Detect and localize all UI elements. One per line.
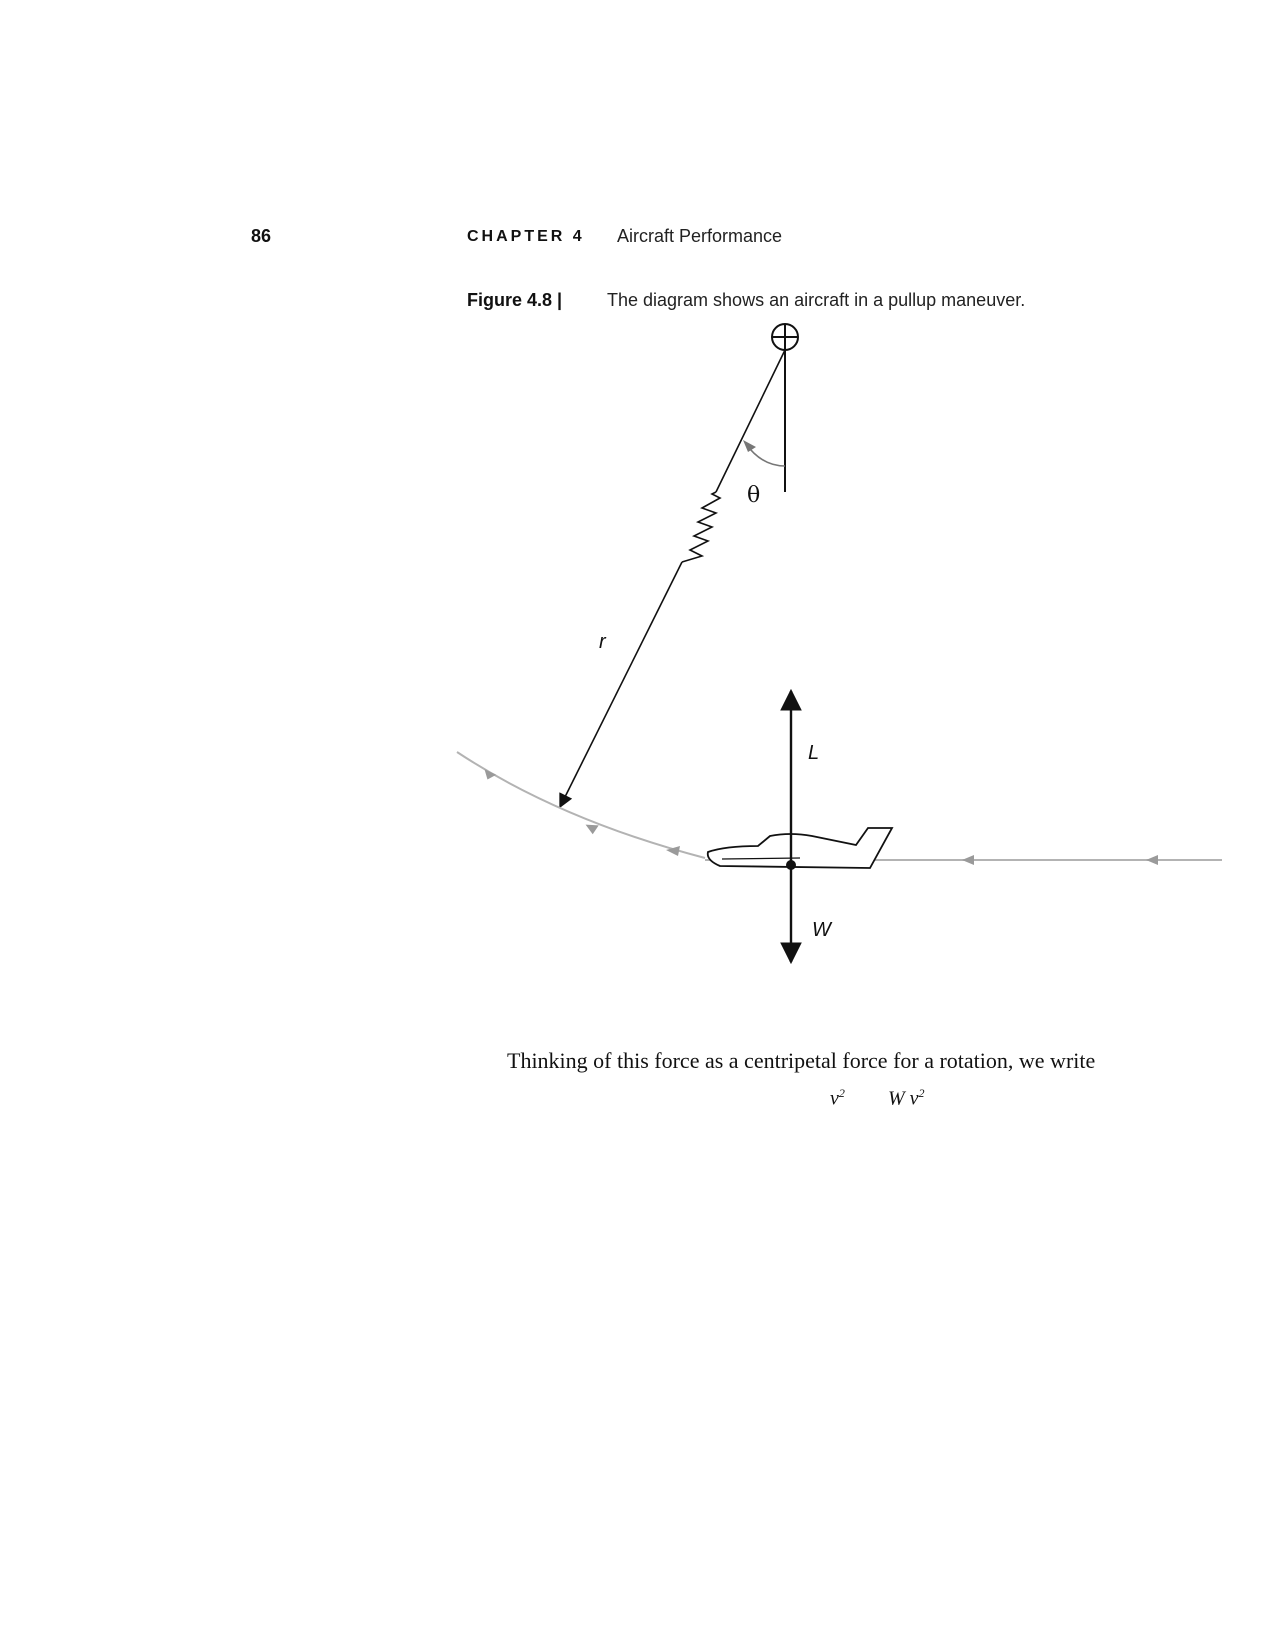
equation-v-squared [830,1086,845,1111]
center-of-curvature-icon [772,324,798,350]
figure-caption: The diagram shows an aircraft in a pullup maneuver. [607,290,1026,310]
theta-label: θ [747,483,761,508]
path-arrow-2 [584,823,599,835]
chapter-label: CHAPTER 4 [467,228,585,245]
equation-superscript: 2 [838,1086,845,1100]
equation-v: v [830,1087,839,1110]
radius-line-upper [716,350,785,492]
aircraft-icon [708,828,892,868]
radius-line-lower [560,562,682,807]
weight-label: W [812,919,831,941]
radius-label: r [599,631,606,653]
equation-w-v-squared [888,1086,925,1111]
spring-zigzag [682,492,720,562]
chapter-title: Aircraft Performance [617,226,783,246]
path-arrow-4 [962,855,974,865]
body-paragraph: Thinking of this force as a centripetal force for a rotation, we write [507,1048,1096,1073]
equation-superscript-2: 2 [918,1086,925,1100]
path-arrow-5 [1146,855,1158,865]
flight-path-curve [457,752,705,858]
lift-label: L [808,742,820,764]
equation-wv: W v [888,1087,919,1110]
figure-label: Figure 4.8 | [467,290,563,310]
theta-arc-arrowhead [743,440,756,452]
center-of-gravity-dot [786,860,796,870]
page-number: 86 [251,226,272,246]
